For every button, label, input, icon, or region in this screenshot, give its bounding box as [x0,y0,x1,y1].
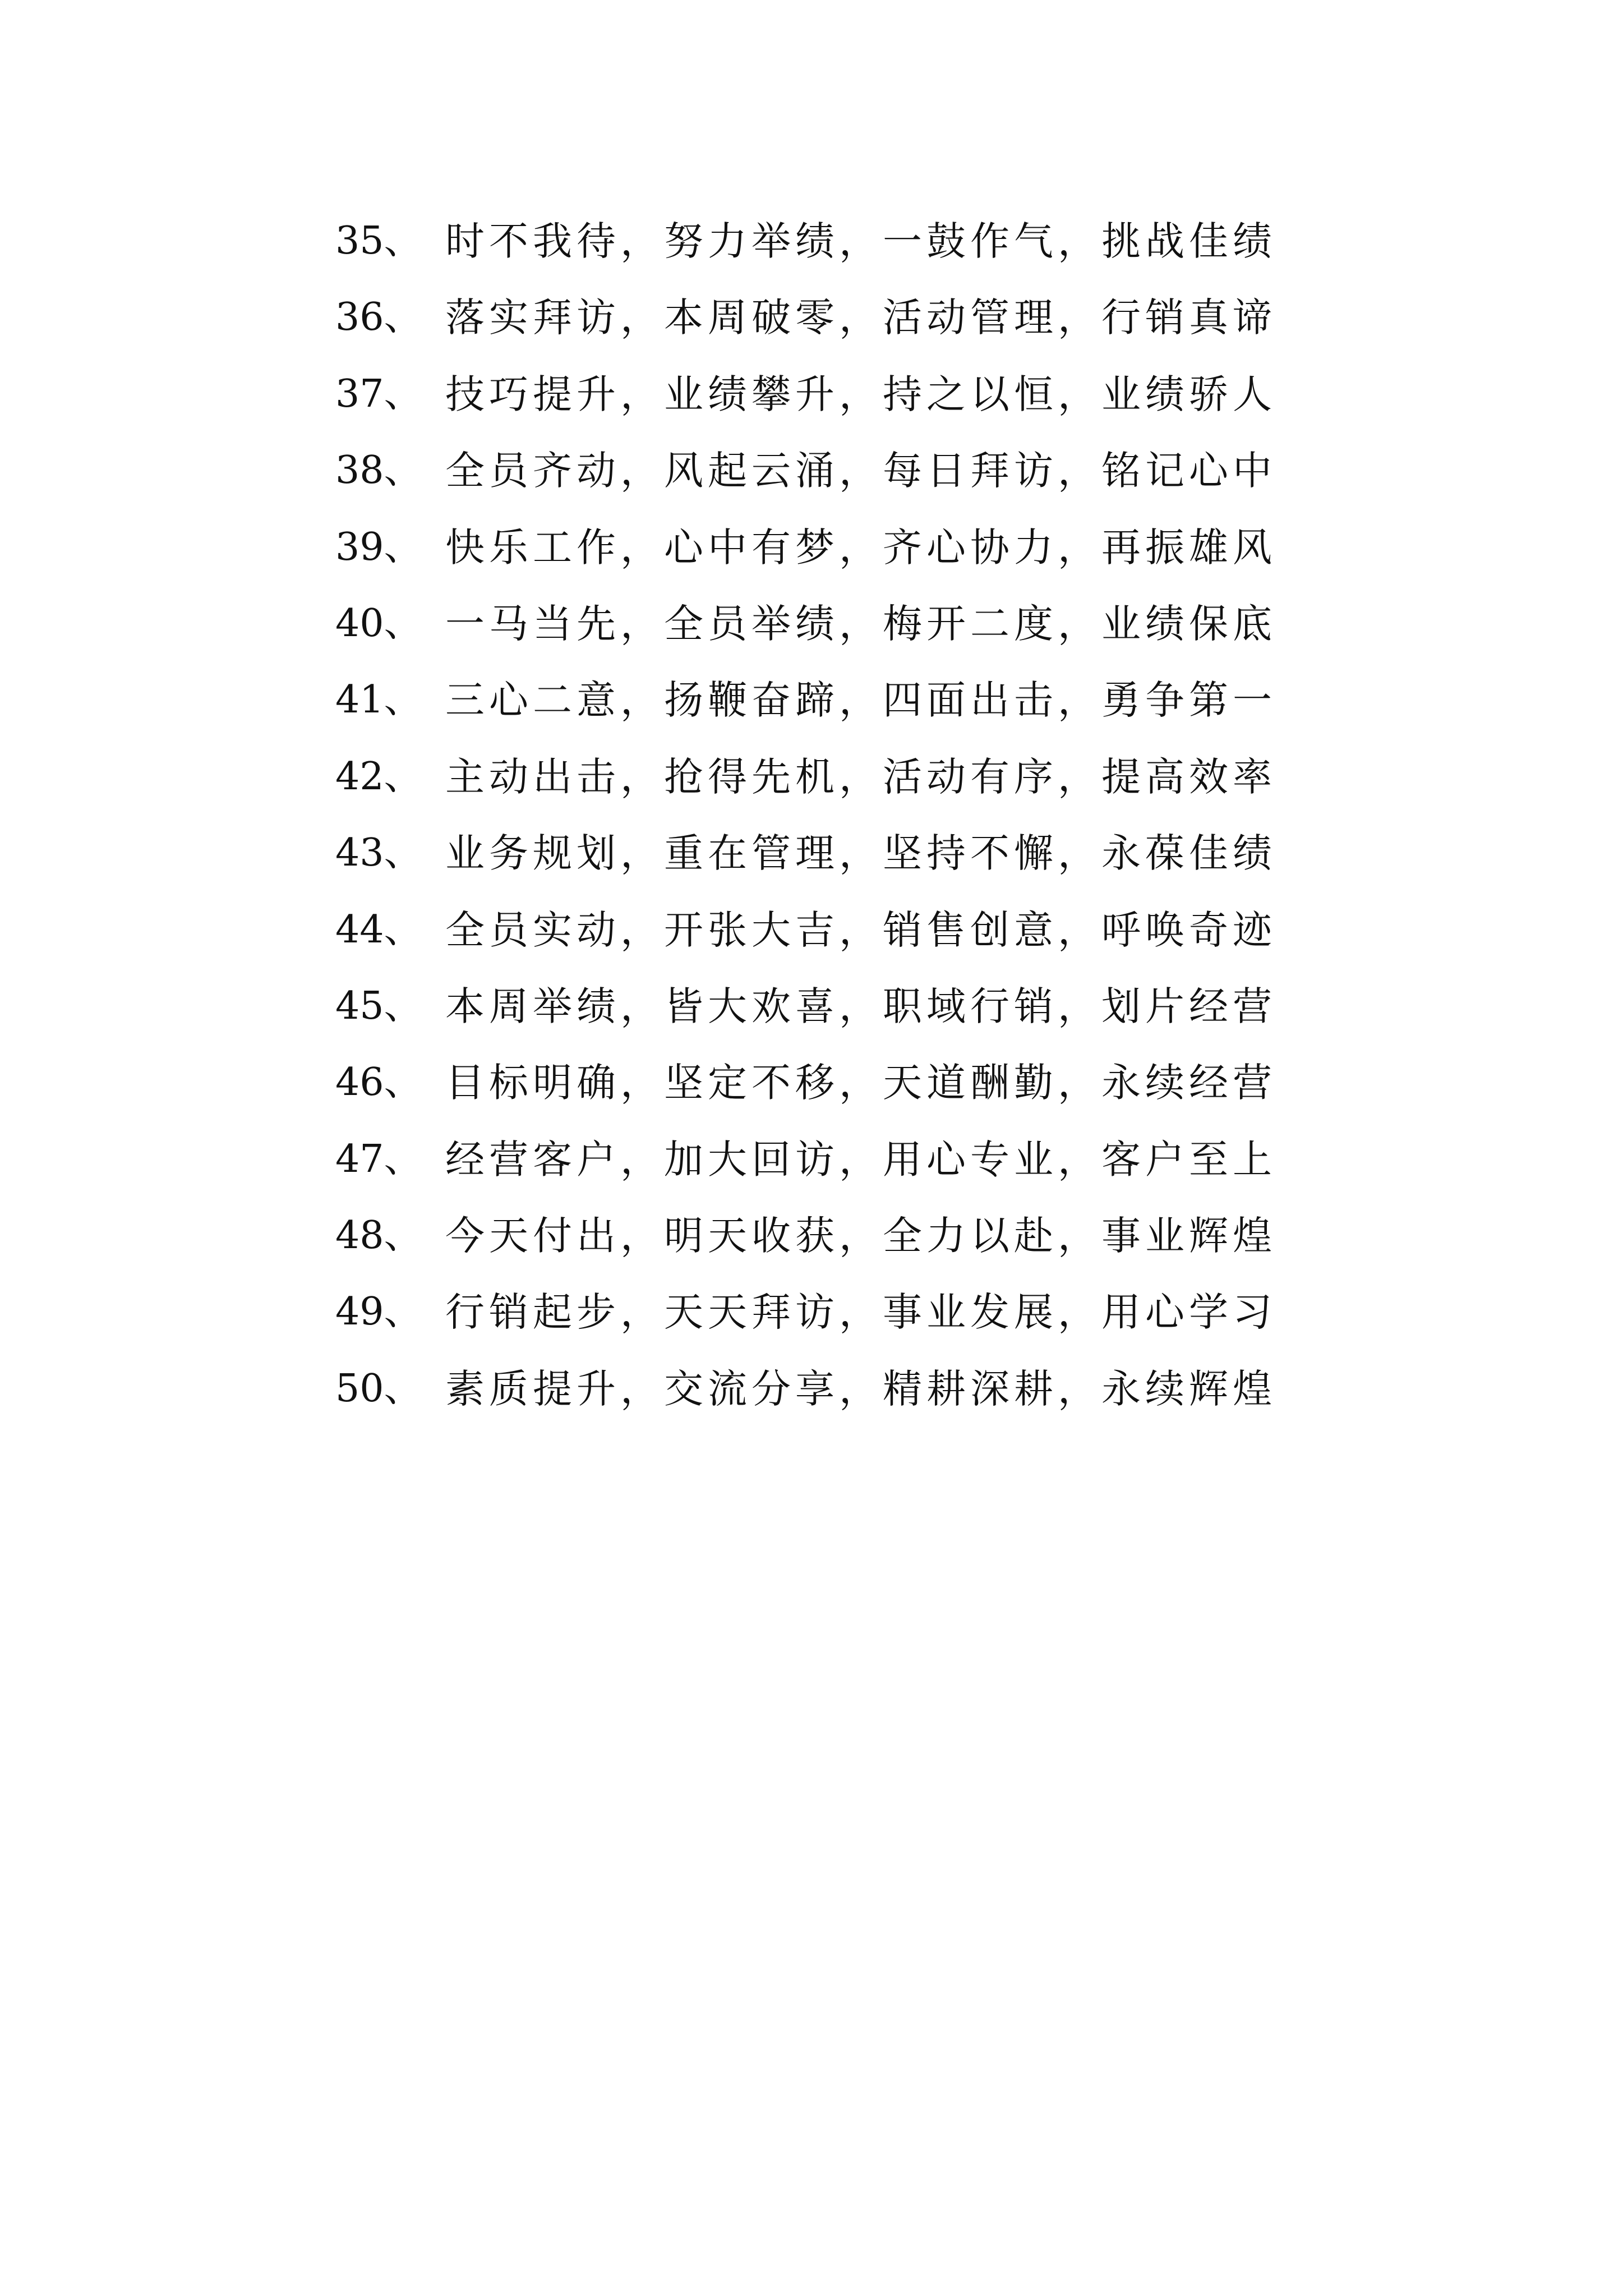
item-text: 技巧提升，业绩攀升，持之以恒，业绩骄人 [445,371,1276,417]
list-item [335,289,1300,366]
item-text: 一马当先，全员举绩，梅开二度，业绩保底 [445,600,1276,647]
item-number: 40、 [335,601,422,646]
item-number: 44、 [335,907,422,952]
item-text: 快乐工作，心中有梦，齐心协力，再振雄风 [445,524,1276,570]
list-item [335,213,1300,289]
item-text: 今天付出，明天收获，全力以赴，事业辉煌 [445,1213,1276,1259]
item-number: 41、 [335,678,422,723]
item-text: 经营客户，加大回访，用心专业，客户至上 [445,1136,1276,1182]
list-item [335,519,1300,596]
item-text: 行销起步，天天拜访，事业发展，用心学习 [445,1289,1276,1336]
item-number: 43、 [335,831,422,876]
item-number: 38、 [335,448,422,493]
list-item [335,749,1300,825]
list-item [335,1361,1300,1437]
list-item [335,978,1300,1055]
list-item [335,825,1300,901]
item-text: 时不我待，努力举绩，一鼓作气，挑战佳绩 [445,218,1276,264]
item-number: 39、 [335,524,422,569]
slogan-list [335,213,1300,1437]
item-number: 48、 [335,1213,422,1258]
item-text: 主动出击，抢得先机，活动有序，提高效率 [445,753,1276,800]
list-item [335,1284,1300,1360]
list-item [335,902,1300,978]
list-item [335,1055,1300,1131]
item-number: 46、 [335,1060,422,1105]
item-number: 45、 [335,983,422,1028]
item-number: 47、 [335,1137,422,1181]
list-item [335,672,1300,748]
list-item [335,596,1300,672]
item-text: 目标明确，坚定不移，天道酬勤，永续经营 [445,1060,1276,1106]
item-number: 42、 [335,754,422,799]
item-number: 35、 [335,219,422,263]
item-text: 全员齐动，风起云涌，每日拜访，铭记心中 [445,448,1276,494]
item-number: 37、 [335,371,422,416]
list-item [335,443,1300,519]
item-number: 49、 [335,1290,422,1335]
list-item [335,366,1300,443]
item-number: 50、 [335,1366,422,1411]
list-item [335,1131,1300,1208]
item-text: 素质提升，交流分享，精耕深耕，永续辉煌 [445,1365,1276,1412]
item-text: 全员实动，开张大吉，销售创意，呼唤奇迹 [445,907,1276,953]
item-text: 本周举绩，皆大欢喜，职域行销，划片经营 [445,983,1276,1029]
item-number: 36、 [335,295,422,340]
item-text: 落实拜访，本周破零，活动管理，行销真谛 [445,295,1276,341]
item-text: 三心二意，扬鞭奋蹄，四面出击，勇争第一 [445,677,1276,724]
item-text: 业务规划，重在管理，坚持不懈，永葆佳绩 [445,830,1276,877]
list-item [335,1208,1300,1284]
